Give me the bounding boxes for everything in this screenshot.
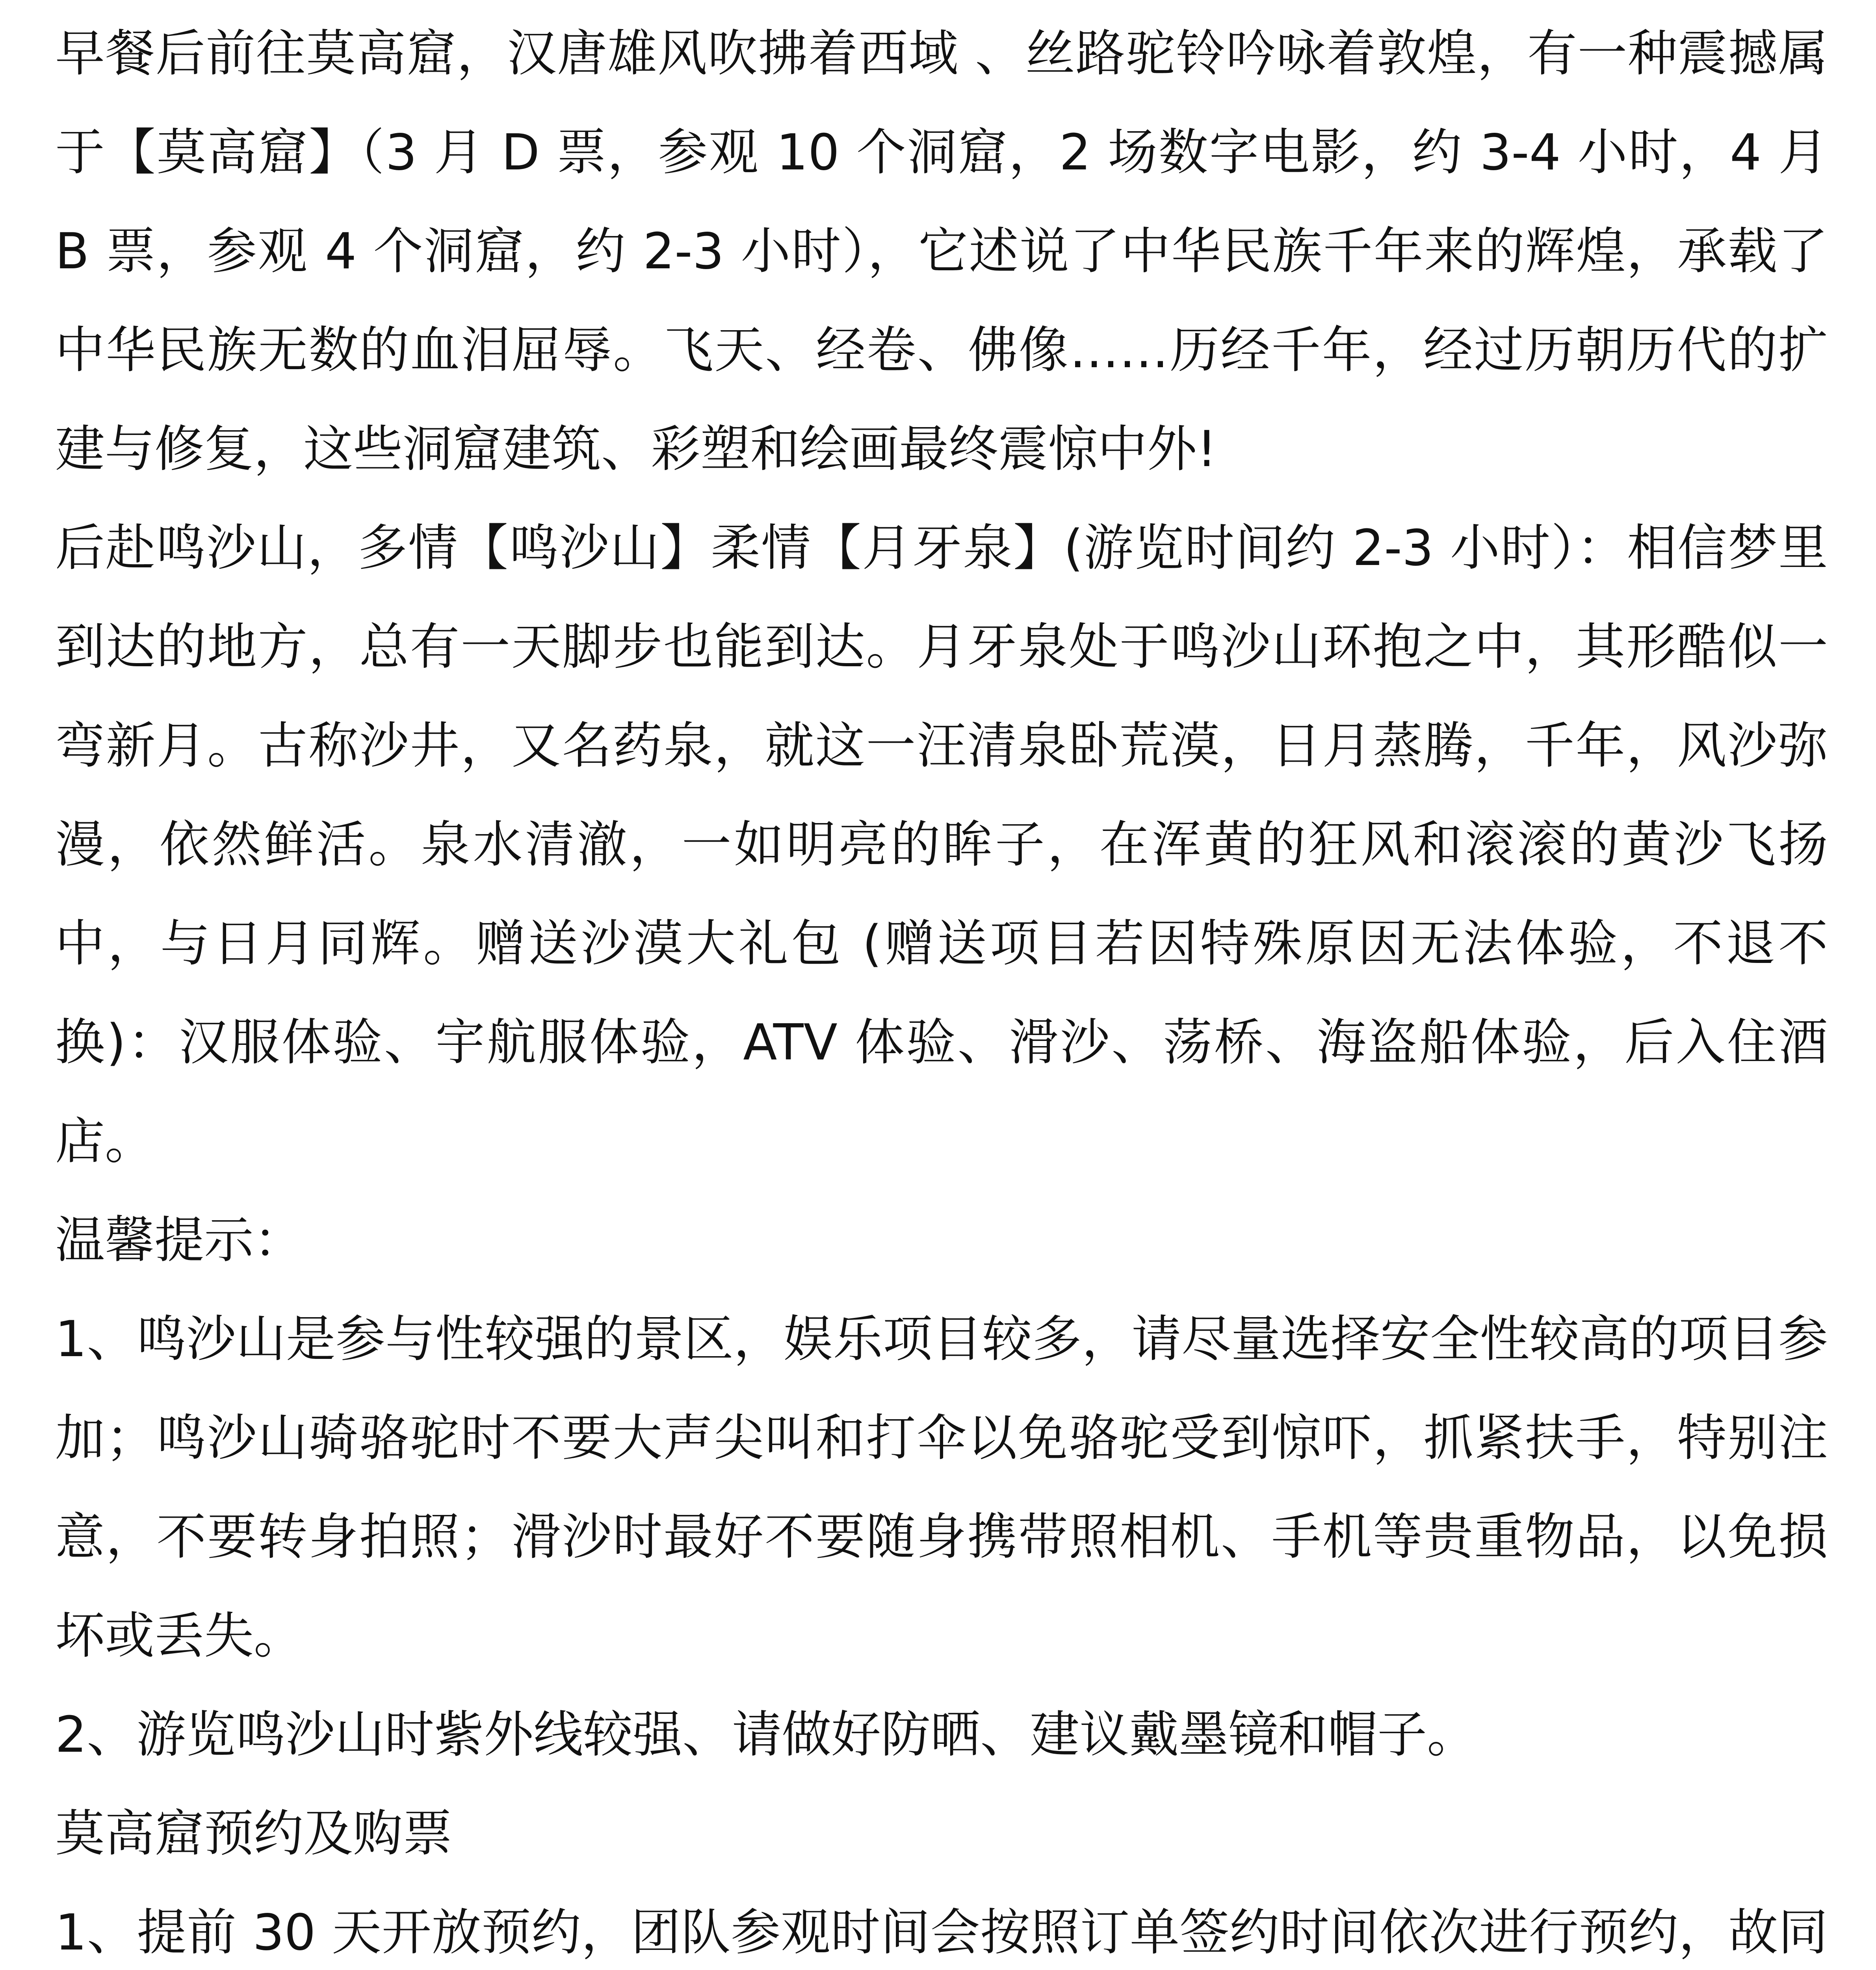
paragraph-mogao-intro: 早餐后前往莫高窟，汉唐雄风吹拂着西域 、丝路驼铃吟咏着敦煌，有一种震撼属于【莫高窟】（3 月 D 票，参观 10 个洞窟，2 场数字电影，约 3-4 小时，4 月 B 票，参观 4 个洞窟，约 2-3 小时），它述说了中华民族千年来的辉煌，承载了中华民族无数的血泪屈辱。飞天、经卷、佛像……历经千年，经过历朝历代的扩建与修复，这些洞窟建筑、彩塑和绘画最终震惊中外! xyxy=(55,24,1828,478)
tip-item-2: 2、游览鸣沙山时紫外线较强、请做好防晒、建议戴墨镜和帽子。 xyxy=(55,1706,1477,1764)
document-body xyxy=(55,4,1828,1970)
booking-item-1: 1、提前 30 天开放预约，团队参观时间会按照订单签约时间依次进行预约，故同 xyxy=(55,1903,1828,1961)
heading-warm-tips: 温馨提示： xyxy=(55,1211,303,1269)
paragraph-mingsha-yueya: 后赴鸣沙山，多情【鸣沙山】柔情【月牙泉】(游览时间约 2-3 小时）：相信梦里到达的地方，总有一天脚步也能到达。月牙泉处于鸣沙山环抱之中，其形酷似一弯新月。古称沙井，又名药泉，就这一汪清泉卧荒漠，日月蒸腾，千年，风沙弥漫，依然鲜活。泉水清澈，一如明亮的眸子，在浑黄的狂风和滚滚的黄沙飞扬中，与日月同辉。赠送沙漠大礼包 (赠送项目若因特殊原因无法体验，不退不换)：汉服体验、宇航服体验，ATV 体验、滑沙、荡桥、海盗船体验，后入住酒店。 xyxy=(55,519,1828,1170)
heading-mogao-booking: 莫高窟预约及购票 xyxy=(55,1805,452,1862)
tip-item-1: 1、鸣沙山是参与性较强的景区，娱乐项目较多，请尽量选择安全性较高的项目参加；鸣沙山骑骆驼时不要大声尖叫和打伞以免骆驼受到惊吓，抓紧扶手，特别注意，不要转身拍照；滑沙时最好不要随身携带照相机、手机等贵重物品，以免损坏或丢失。 xyxy=(55,1310,1828,1665)
